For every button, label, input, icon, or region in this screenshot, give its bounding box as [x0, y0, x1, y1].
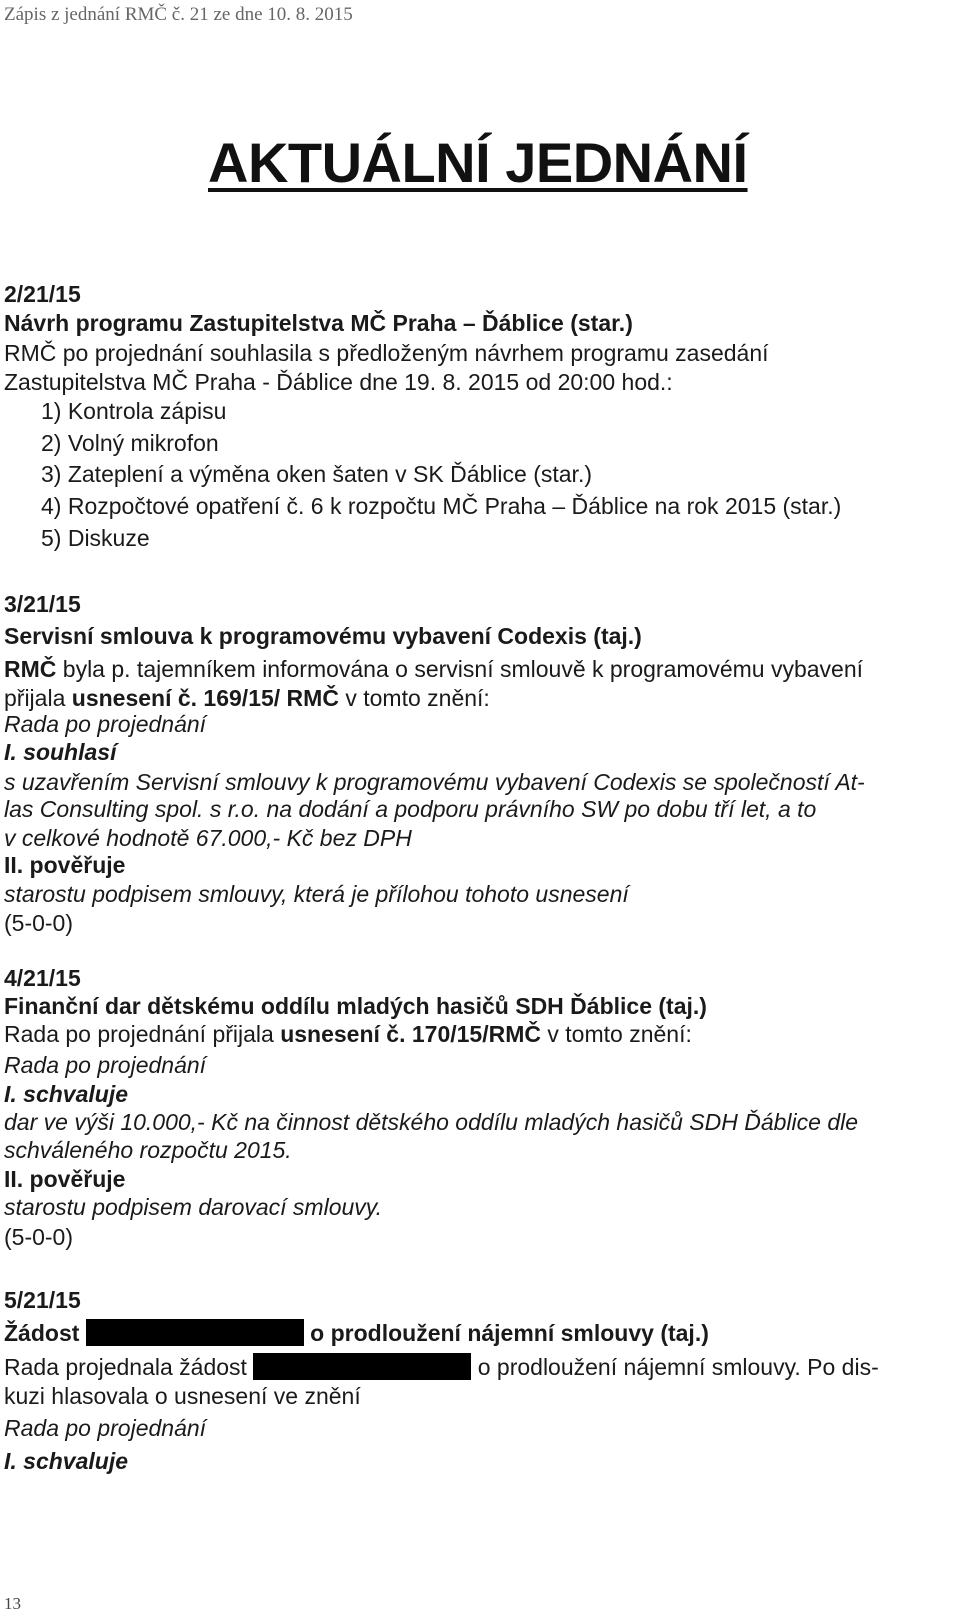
s3-text-1: s uzavřením Servisní smlouvy k programovému vybavení Codexis se společností At- [4, 769, 865, 795]
s2-item-2: 2) Volný mikrofon [41, 430, 219, 456]
s3-text-2: las Consulting spol. s r.o. na dodání a podporu právního SW po dobu tří let, a to [4, 796, 817, 822]
s3-text-3: v celkové hodnotě 67.000,- Kč bez DPH [4, 825, 412, 851]
s3-text-4: starostu podpisem smlouvy, která je přílohou tohoto usnesení [4, 881, 629, 907]
s4-text-2: schváleného rozpočtu 2015. [4, 1137, 292, 1163]
s3-resolution-2: II. pověřuje [4, 852, 126, 878]
redaction-bar [86, 1319, 304, 1346]
s3-line-2-a: přijala [4, 685, 72, 711]
s5-line-1-a: Rada projednala žádost [4, 1354, 247, 1380]
s5-resolution-1: I. schvaluje [4, 1448, 129, 1474]
s4-resolution-1: I. schvaluje [4, 1081, 129, 1107]
s5-title-a: Žádost [4, 1320, 80, 1346]
page-heading: AKTUÁLNÍ JEDNÁNÍ [208, 131, 748, 194]
s3-council-intro: Rada po projednání [4, 711, 207, 737]
s4-text-3: starostu podpisem darovací smlouvy. [4, 1194, 382, 1220]
s4-resolution-number: usnesení č. 170/15/RMČ [280, 1021, 541, 1047]
s2-para-1: RMČ po projednání souhlasila s předloženým návrhem programu zasedání [4, 340, 769, 366]
running-header: Zápis z jednání RMČ č. 21 ze dne 10. 8. 2015 [4, 4, 353, 25]
s4-council-intro: Rada po projednání [4, 1052, 207, 1078]
s3-vote: (5-0-0) [4, 910, 74, 936]
s4-vote: (5-0-0) [4, 1224, 74, 1250]
s2-para-2: Zastupitelstva MČ Praha - Ďáblice dne 19. 8. 2015 od 20:00 hod.: [4, 369, 673, 395]
s4-line-1 [4, 1022, 692, 1047]
s5-line-1-b: o prodloužení nájemní smlouvy. Po dis- [477, 1354, 879, 1380]
s3-resolution-1: I. souhlasí [4, 739, 117, 765]
s4-resolution-2: II. pověřuje [4, 1166, 126, 1192]
s2-item-3: 3) Zateplení a výměna oken šaten v SK Ďáblice (star.) [41, 461, 592, 487]
s4-title: Finanční dar dětskému oddílu mladých hasičů SDH Ďáblice (taj.) [4, 993, 707, 1019]
s2-title: Návrh programu Zastupitelstva MČ Praha – Ďáblice (star.) [4, 310, 633, 336]
s2-item-4: 4) Rozpočtové opatření č. 6 k rozpočtu MČ Praha – Ďáblice na rok 2015 (star.) [41, 493, 842, 519]
s2-item-5: 5) Diskuze [41, 525, 150, 551]
s4-line-1-a: Rada po projednání přijala [4, 1021, 281, 1047]
s5-title-b: o prodloužení nájemní smlouvy (taj.) [310, 1320, 709, 1346]
s4-text-1: dar ve výši 10.000,- Kč na činnost dětského oddílu mladých hasičů SDH Ďáblice dle [4, 1109, 859, 1135]
s4-line-1-c: v tomto znění: [541, 1021, 692, 1047]
s2-number: 2/21/15 [4, 281, 81, 307]
s3-line-1 [4, 657, 863, 682]
s5-number: 5/21/15 [4, 1287, 81, 1313]
s3-resolution-number: usnesení č. 169/15/ RMČ [71, 685, 339, 711]
s3-line-2-c: v tomto znění: [338, 685, 490, 711]
s5-line-2: kuzi hlasovala o usnesení ve znění [4, 1383, 361, 1409]
s5-title [4, 1319, 709, 1346]
redaction-bar [253, 1353, 471, 1380]
s5-council-intro: Rada po projednání [4, 1415, 207, 1441]
s5-line-1 [4, 1353, 879, 1380]
s3-title: Servisní smlouva k programovému vybavení Codexis (taj.) [4, 623, 642, 649]
s3-number: 3/21/15 [4, 591, 81, 617]
s4-number: 4/21/15 [4, 965, 81, 991]
s3-line-1-text: byla p. tajemníkem informována o servisní smlouvě k programovému vybavení [56, 656, 864, 682]
s2-item-1: 1) Kontrola zápisu [41, 398, 227, 424]
s3-line-1-rmc: RMČ [4, 656, 57, 682]
s3-line-2 [4, 686, 490, 711]
page-number: 13 [4, 1594, 21, 1613]
